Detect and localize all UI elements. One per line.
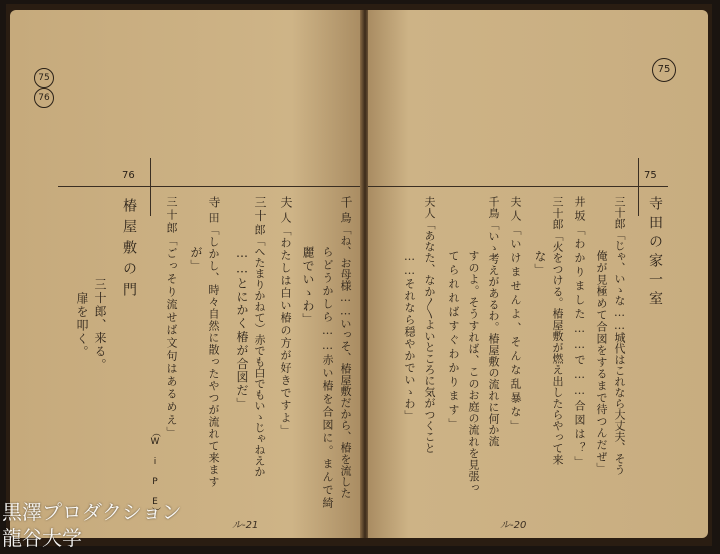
dialogue-column: 三十郎「ごっそり流せば文句はあるめえ」 xyxy=(165,196,178,440)
dialogue-column: ……それなら穏やかでいゝわ」 xyxy=(403,250,416,422)
dialogue-column: 夫 xyxy=(279,196,293,210)
dialogue-column: 三十郎「火をつける。椿屋敷が燃え出したらやって来 xyxy=(551,196,564,465)
dialogue-column: 三十郎「じゃ、いゝな……城代はこれなら大丈夫、そう xyxy=(613,196,626,475)
circled-number: 75 xyxy=(34,68,54,88)
dialogue-column: 三十 xyxy=(253,196,267,223)
scene-rule-vertical xyxy=(638,158,639,216)
scene-rule xyxy=(58,186,362,187)
dialogue-column: らどうかしら……赤い椿を合図に。まんで綺 xyxy=(321,246,334,510)
left-page xyxy=(10,10,362,538)
dialogue-column: 寺 xyxy=(207,196,221,210)
dialogue-column: 田「しかし、時々自然に散ったやつが流れて来ます xyxy=(207,212,220,488)
watermark-line: 黒澤プロダクション xyxy=(2,500,182,524)
scene-rule xyxy=(368,186,668,187)
dialogue-column: 千 xyxy=(339,196,353,210)
page-footer: ル-21 xyxy=(232,520,259,531)
circled-number: 76 xyxy=(34,88,54,108)
dialogue-column: てられればすぐわかります」 xyxy=(447,250,460,432)
scene-number: 75 xyxy=(644,170,657,181)
page-footer: ル-20 xyxy=(500,520,527,531)
scene-rule-vertical xyxy=(150,158,151,216)
dialogue-column: ……とにかく椿が合図だ」 xyxy=(235,246,249,411)
watermark-line: 龍谷大学 xyxy=(2,526,82,550)
dialogue-column: が」 xyxy=(189,246,203,273)
dialogue-column: （W i P E） xyxy=(150,428,160,516)
dialogue-column: 千鳥「いゝ考えがあるわ。椿屋敷の流れに何か流 xyxy=(487,196,500,447)
stage-direction: 三十郎、来る。 xyxy=(93,278,107,372)
book-spread xyxy=(6,4,712,546)
circled-number: 75 xyxy=(652,58,676,82)
scene-heading: 寺田の家一室 xyxy=(647,196,663,310)
dialogue-column: 鳥「ね、お母様……いっそ、椿屋敷だから、椿を流した xyxy=(339,212,352,499)
scene-heading: 椿屋敷の門 xyxy=(121,198,137,303)
dialogue-column: 人「わたしは白い椿の方が好きですよ」 xyxy=(279,212,292,437)
dialogue-column: 俺が見極めて合図をするまで待つんだぜ」 xyxy=(595,250,608,475)
dialogue-column: 麗でいゝわ」 xyxy=(301,246,315,327)
right-page xyxy=(368,10,708,538)
dialogue-column: 郎「へたまりかねて）赤でも白でもいゝじゃねえか xyxy=(253,224,266,477)
scene-number: 76 xyxy=(122,170,135,181)
dialogue-column: な」 xyxy=(533,250,547,277)
stage-direction: 扉を叩く。 xyxy=(75,292,89,359)
dialogue-column: 夫人「あなた、なか〳〵よいところに気がつくこと xyxy=(423,196,436,454)
dialogue-column: すのよ。そうすれば、このお庭の流れを見張っ xyxy=(467,250,480,494)
dialogue-column: 井坂「わかりました……で……合図は？」 xyxy=(573,196,586,470)
dialogue-column: 夫人「いけませんよ、そんな乱暴な」 xyxy=(509,196,522,434)
